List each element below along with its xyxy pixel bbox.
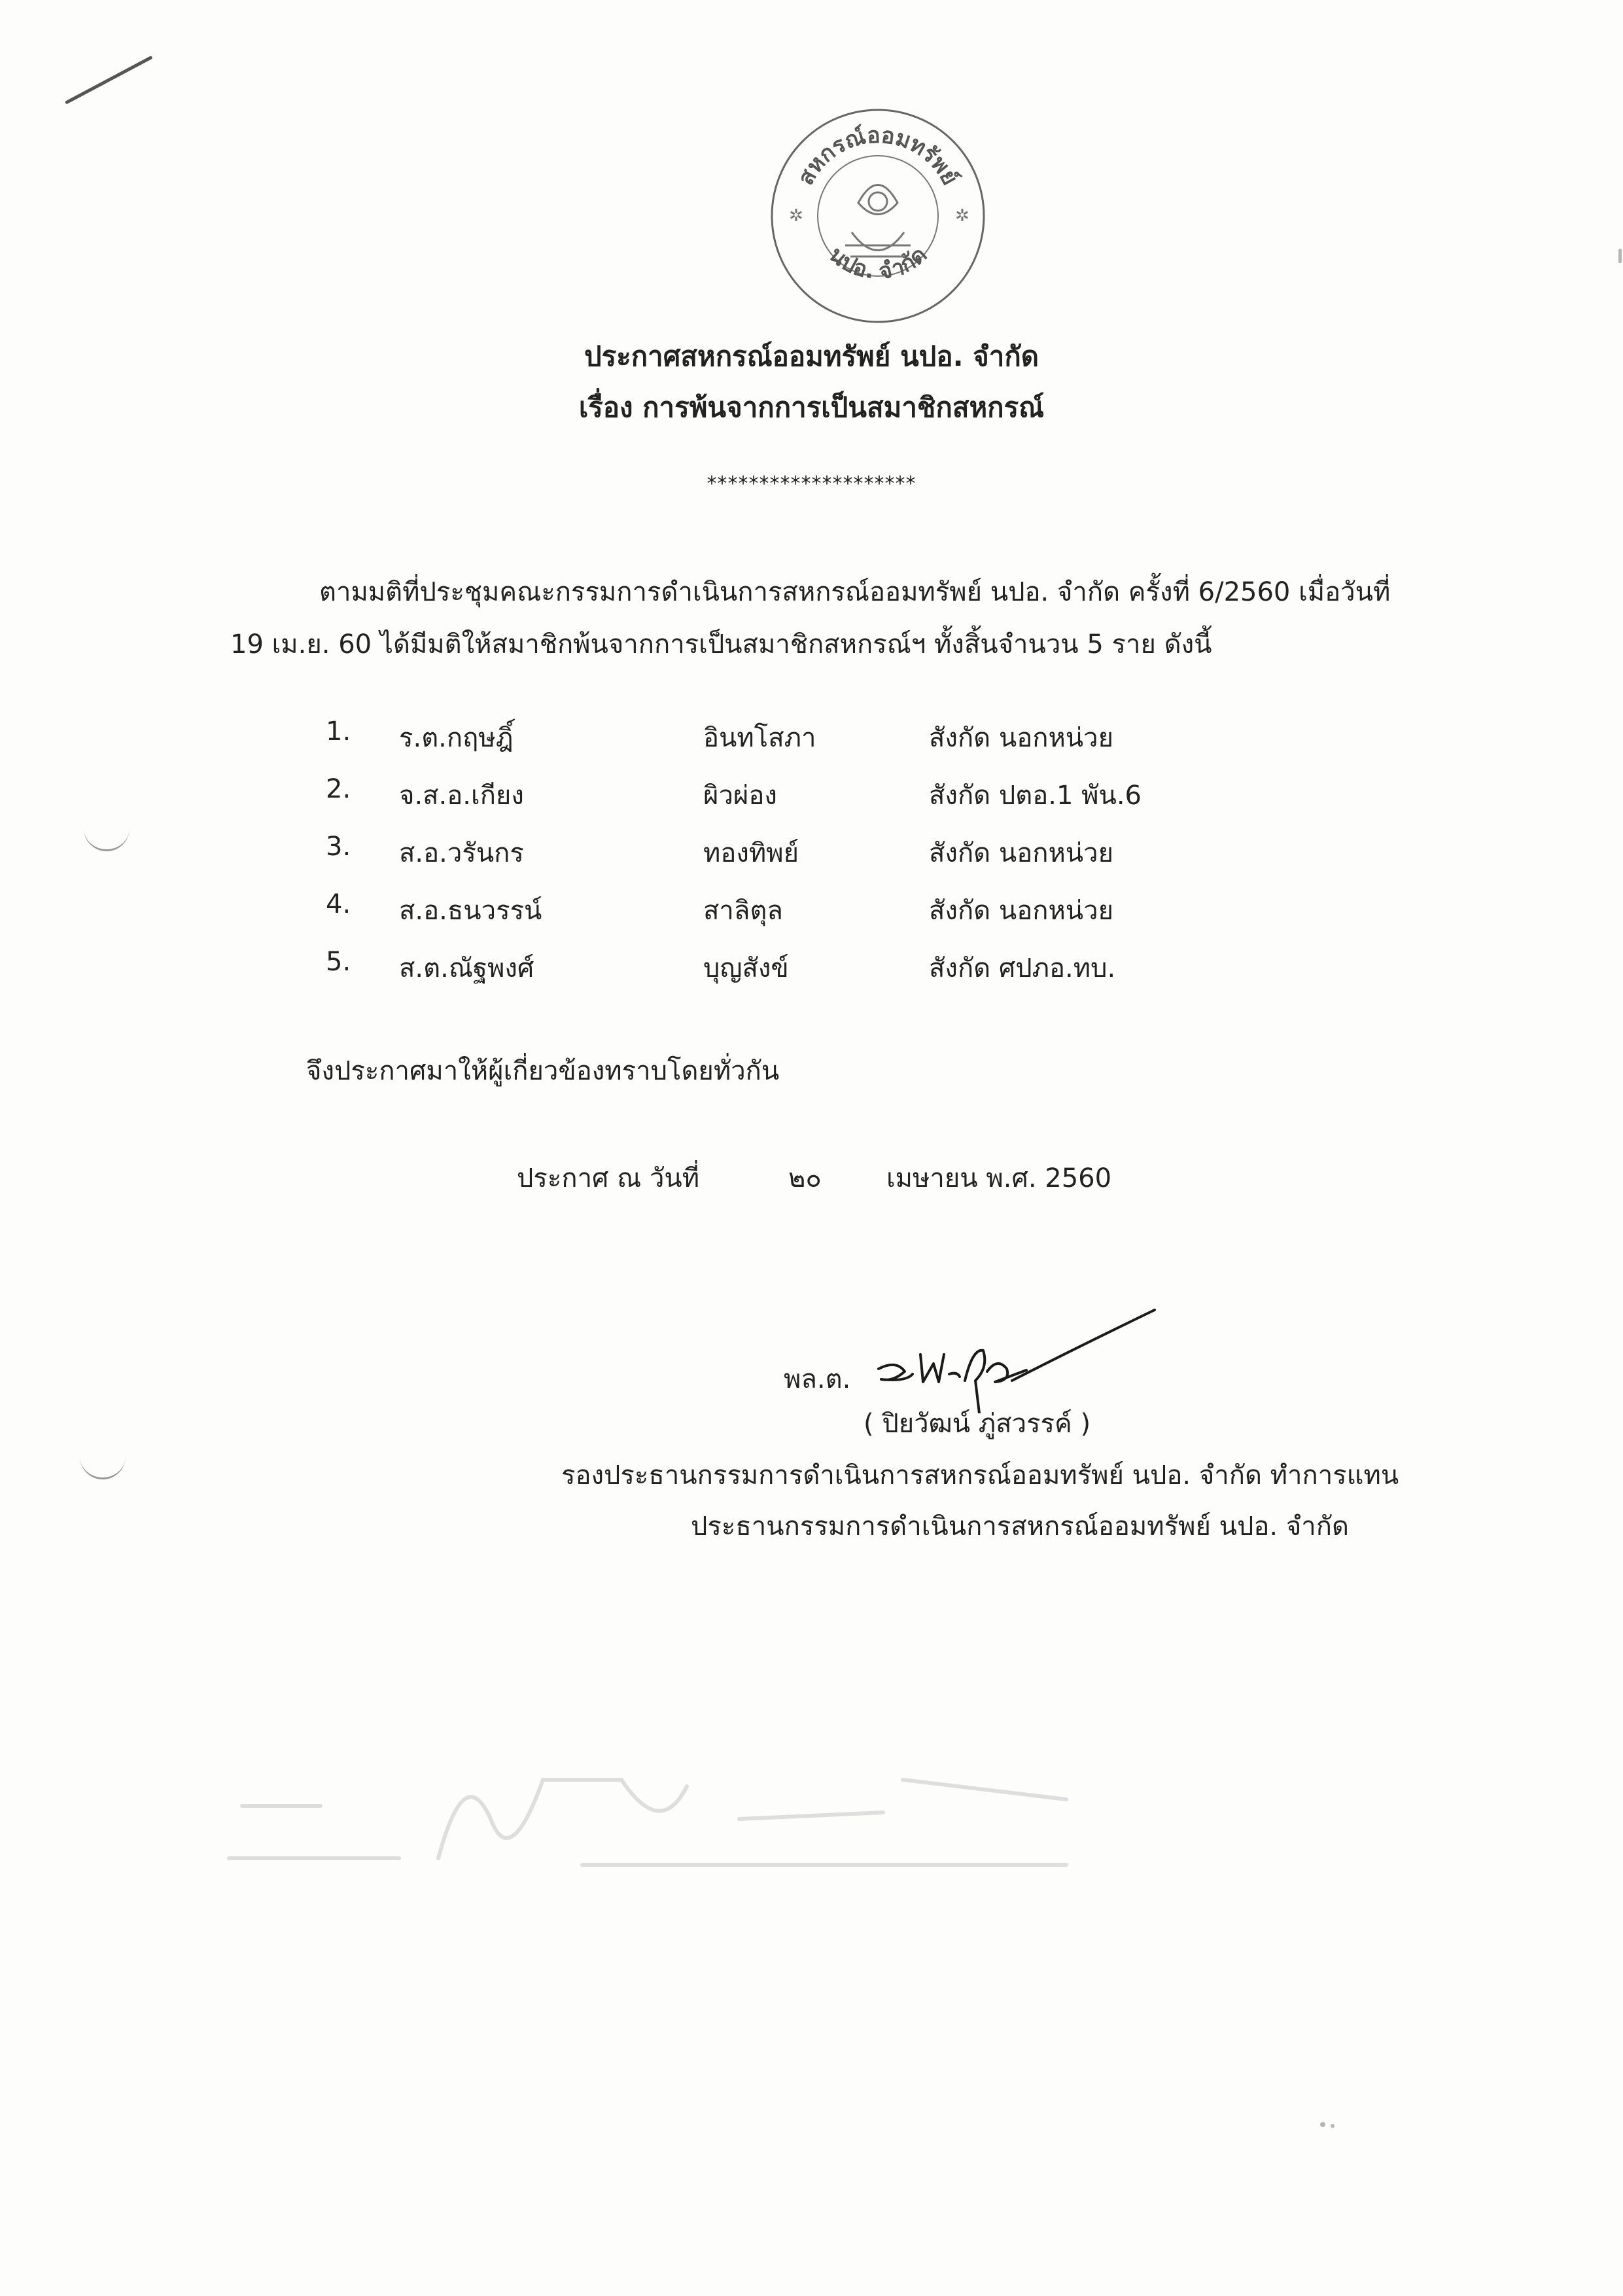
member-number: 2.: [326, 774, 351, 804]
announcement-date-day: ๒๐: [788, 1163, 822, 1193]
announcement-title: ประกาศสหกรณ์ออมทรัพย์ นปอ. จำกัด: [584, 340, 1039, 372]
resolution-paragraph-line-1: ตามมติที่ประชุมคณะกรรมการดำเนินการสหกรณ์ออมทรัพย์ นปอ. จำกัด ครั้งที่ 6/2560 เมื่อวันที่: [319, 577, 1391, 607]
member-surname: ทองทิพย์: [703, 838, 799, 868]
member-number: 1.: [326, 716, 351, 747]
member-surname: สาลิตุล: [703, 896, 783, 926]
member-number: 4.: [326, 889, 351, 919]
handwritten-signature: [867, 1309, 1174, 1413]
member-number: 5.: [326, 947, 351, 977]
signer-rank: พล.ต.: [784, 1364, 851, 1394]
separator-stars: ********************: [707, 472, 916, 495]
member-unit: สังกัด นอกหน่วย: [929, 896, 1114, 926]
member-name: ส.อ.วรันกร: [399, 838, 524, 868]
seal-top-text: สหกรณ์ออมทรัพย์: [792, 122, 964, 190]
closing-statement: จึงประกาศมาให้ผู้เกี่ยวข้องทราบโดยทั่วกัน: [306, 1056, 780, 1086]
svg-text:✲: ✲: [955, 206, 969, 226]
member-name: ส.อ.ธนวรรน์: [399, 896, 542, 926]
signer-name: ( ปิยวัฒน์ ภู่สวรรค์ ): [864, 1409, 1091, 1439]
scan-speck: [1618, 249, 1622, 263]
member-name: จ.ส.อ.เกียง: [399, 781, 524, 811]
cooperative-seal-logo: [767, 105, 989, 327]
announcement-date-month-year: เมษายน พ.ศ. 2560: [886, 1163, 1112, 1193]
signer-title-line-2: ประธานกรรมการดำเนินการสหกรณ์ออมทรัพย์ นปอ. จำกัด: [691, 1511, 1349, 1542]
scan-speck: [1320, 2122, 1325, 2127]
member-unit: สังกัด ศปภอ.ทบ.: [929, 953, 1116, 983]
scan-speck: [1331, 2124, 1335, 2128]
member-name: ร.ต.กฤษฎิ์: [399, 723, 514, 753]
punch-hole-mark: [80, 1454, 126, 1479]
pencil-mark: [65, 56, 153, 105]
member-unit: สังกัด นอกหน่วย: [929, 723, 1114, 753]
svg-text:✲: ✲: [789, 206, 803, 226]
announcement-subject: เรื่อง การพ้นจากการเป็นสมาชิกสหกรณ์: [578, 391, 1045, 423]
signer-title-line-1: รองประธานกรรมการดำเนินการสหกรณ์ออมทรัพย์ นปอ. จำกัด ทำการแทน: [561, 1460, 1399, 1491]
svg-text:นปอ. จำกัด: [824, 241, 932, 285]
seal-bottom-text: นปอ. จำกัด: [824, 241, 932, 285]
announcement-date-prefix: ประกาศ ณ วันที่: [517, 1163, 700, 1193]
member-unit: สังกัด นอกหน่วย: [929, 838, 1114, 868]
member-surname: ผิวผ่อง: [703, 781, 777, 811]
resolution-paragraph-line-2: 19 เม.ย. 60 ได้มีมติให้สมาชิกพ้นจากการเป็นสมาชิกสหกรณ์ฯ ทั้งสิ้นจำนวน 5 ราย ดังนี้: [230, 629, 1212, 660]
punch-hole-mark: [84, 826, 130, 851]
member-number: 3.: [326, 832, 351, 862]
member-name: ส.ต.ณัฐพงศ์: [399, 953, 534, 983]
member-surname: อินทโสภา: [703, 723, 816, 753]
bleed-through-marks: [216, 1740, 1132, 1891]
member-unit: สังกัด ปตอ.1 พัน.6: [929, 781, 1142, 811]
member-surname: บุญสังข์: [703, 953, 789, 983]
